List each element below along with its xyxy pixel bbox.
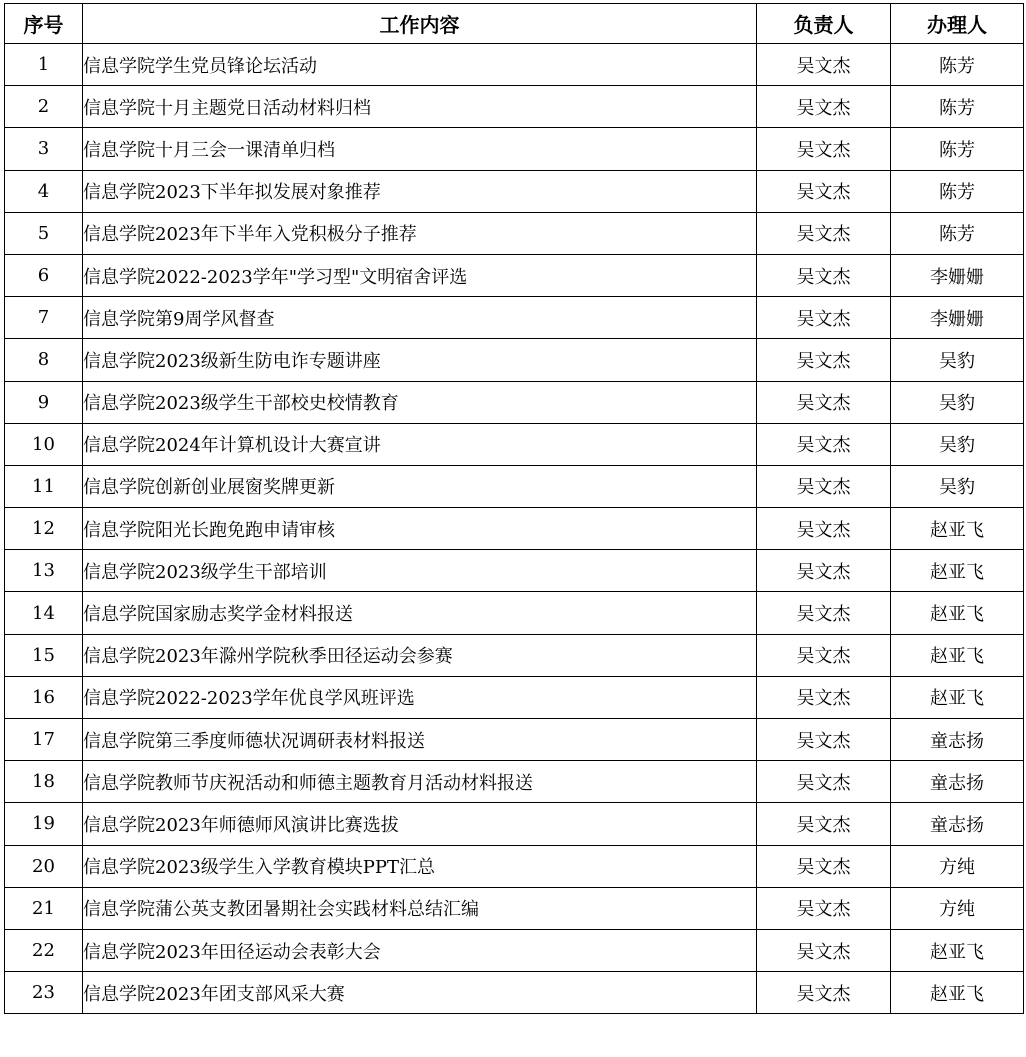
cell-content: 信息学院创新创业展窗奖牌更新	[83, 465, 757, 507]
cell-content: 信息学院学生党员锋论坛活动	[83, 44, 757, 86]
cell-content: 信息学院2023级学生入学教育模块PPT汇总	[83, 845, 757, 887]
cell-no: 6	[5, 254, 83, 296]
header-handler: 办理人	[891, 4, 1024, 44]
cell-content: 信息学院2023级新生防电诈专题讲座	[83, 339, 757, 381]
cell-owner: 吴文杰	[757, 592, 891, 634]
cell-no: 2	[5, 86, 83, 128]
table-body	[5, 44, 1024, 1014]
cell-content: 信息学院十月主题党日活动材料归档	[83, 86, 757, 128]
cell-no: 14	[5, 592, 83, 634]
cell-owner: 吴文杰	[757, 676, 891, 718]
cell-handler: 陈芳	[891, 212, 1024, 254]
cell-no: 4	[5, 170, 83, 212]
cell-content: 信息学院第三季度师德状况调研表材料报送	[83, 719, 757, 761]
table-row	[5, 887, 1024, 929]
cell-content: 信息学院2024年计算机设计大赛宣讲	[83, 423, 757, 465]
table-row	[5, 86, 1024, 128]
cell-handler: 吴豹	[891, 381, 1024, 423]
header-owner: 负责人	[757, 4, 891, 44]
table-row	[5, 339, 1024, 381]
cell-handler: 赵亚飞	[891, 972, 1024, 1014]
cell-owner: 吴文杰	[757, 170, 891, 212]
cell-content: 信息学院十月三会一课清单归档	[83, 128, 757, 170]
cell-content: 信息学院2023年田径运动会表彰大会	[83, 929, 757, 971]
cell-handler: 方纯	[891, 887, 1024, 929]
cell-no: 18	[5, 761, 83, 803]
header-no: 序号	[5, 4, 83, 44]
cell-handler: 赵亚飞	[891, 550, 1024, 592]
table-row	[5, 212, 1024, 254]
cell-no: 8	[5, 339, 83, 381]
cell-handler: 童志扬	[891, 719, 1024, 761]
cell-no: 11	[5, 465, 83, 507]
cell-owner: 吴文杰	[757, 761, 891, 803]
cell-owner: 吴文杰	[757, 254, 891, 296]
table-row	[5, 972, 1024, 1014]
cell-owner: 吴文杰	[757, 297, 891, 339]
cell-handler: 赵亚飞	[891, 676, 1024, 718]
table-row	[5, 297, 1024, 339]
cell-content: 信息学院2022-2023学年优良学风班评选	[83, 676, 757, 718]
table-row	[5, 170, 1024, 212]
cell-no: 19	[5, 803, 83, 845]
cell-owner: 吴文杰	[757, 508, 891, 550]
cell-no: 20	[5, 845, 83, 887]
cell-no: 13	[5, 550, 83, 592]
cell-no: 23	[5, 972, 83, 1014]
cell-content: 信息学院2023年滁州学院秋季田径运动会参赛	[83, 634, 757, 676]
cell-no: 15	[5, 634, 83, 676]
table-row	[5, 128, 1024, 170]
cell-content: 信息学院2023下半年拟发展对象推荐	[83, 170, 757, 212]
cell-owner: 吴文杰	[757, 423, 891, 465]
cell-content: 信息学院2022-2023学年"学习型"文明宿舍评选	[83, 254, 757, 296]
cell-content: 信息学院第9周学风督查	[83, 297, 757, 339]
cell-owner: 吴文杰	[757, 44, 891, 86]
table-row	[5, 592, 1024, 634]
cell-no: 21	[5, 887, 83, 929]
cell-handler: 李姗姗	[891, 297, 1024, 339]
table-row	[5, 803, 1024, 845]
cell-owner: 吴文杰	[757, 212, 891, 254]
table-row	[5, 44, 1024, 86]
cell-no: 16	[5, 676, 83, 718]
table-row	[5, 761, 1024, 803]
header-content: 工作内容	[83, 4, 757, 44]
cell-content: 信息学院阳光长跑免跑申请审核	[83, 508, 757, 550]
cell-handler: 李姗姗	[891, 254, 1024, 296]
cell-owner: 吴文杰	[757, 128, 891, 170]
cell-owner: 吴文杰	[757, 845, 891, 887]
work-task-table	[4, 3, 1024, 1014]
cell-handler: 吴豹	[891, 465, 1024, 507]
cell-handler: 赵亚飞	[891, 929, 1024, 971]
cell-no: 22	[5, 929, 83, 971]
table-header-row	[5, 4, 1024, 44]
cell-content: 信息学院教师节庆祝活动和师德主题教育月活动材料报送	[83, 761, 757, 803]
cell-handler: 方纯	[891, 845, 1024, 887]
cell-content: 信息学院2023年下半年入党积极分子推荐	[83, 212, 757, 254]
cell-handler: 陈芳	[891, 128, 1024, 170]
cell-no: 7	[5, 297, 83, 339]
cell-content: 信息学院国家励志奖学金材料报送	[83, 592, 757, 634]
cell-handler: 陈芳	[891, 86, 1024, 128]
table-row	[5, 929, 1024, 971]
cell-no: 9	[5, 381, 83, 423]
cell-owner: 吴文杰	[757, 86, 891, 128]
cell-owner: 吴文杰	[757, 803, 891, 845]
cell-handler: 赵亚飞	[891, 592, 1024, 634]
table-row	[5, 550, 1024, 592]
cell-content: 信息学院2023年师德师风演讲比赛选拔	[83, 803, 757, 845]
cell-no: 12	[5, 508, 83, 550]
table-row	[5, 634, 1024, 676]
cell-content: 信息学院蒲公英支教团暑期社会实践材料总结汇编	[83, 887, 757, 929]
table-row	[5, 719, 1024, 761]
cell-content: 信息学院2023年团支部风采大赛	[83, 972, 757, 1014]
cell-handler: 赵亚飞	[891, 508, 1024, 550]
table-row	[5, 423, 1024, 465]
cell-owner: 吴文杰	[757, 465, 891, 507]
table-row	[5, 676, 1024, 718]
table-row	[5, 381, 1024, 423]
cell-owner: 吴文杰	[757, 339, 891, 381]
cell-owner: 吴文杰	[757, 929, 891, 971]
cell-owner: 吴文杰	[757, 887, 891, 929]
cell-handler: 陈芳	[891, 44, 1024, 86]
cell-handler: 赵亚飞	[891, 634, 1024, 676]
cell-owner: 吴文杰	[757, 972, 891, 1014]
table-row	[5, 845, 1024, 887]
cell-handler: 童志扬	[891, 803, 1024, 845]
cell-no: 17	[5, 719, 83, 761]
cell-no: 10	[5, 423, 83, 465]
cell-handler: 陈芳	[891, 170, 1024, 212]
cell-no: 1	[5, 44, 83, 86]
cell-owner: 吴文杰	[757, 381, 891, 423]
cell-owner: 吴文杰	[757, 634, 891, 676]
table-row	[5, 254, 1024, 296]
cell-no: 5	[5, 212, 83, 254]
cell-owner: 吴文杰	[757, 550, 891, 592]
cell-handler: 吴豹	[891, 339, 1024, 381]
cell-no: 3	[5, 128, 83, 170]
cell-content: 信息学院2023级学生干部校史校情教育	[83, 381, 757, 423]
table-row	[5, 465, 1024, 507]
cell-content: 信息学院2023级学生干部培训	[83, 550, 757, 592]
cell-handler: 吴豹	[891, 423, 1024, 465]
cell-owner: 吴文杰	[757, 719, 891, 761]
table-row	[5, 508, 1024, 550]
cell-handler: 童志扬	[891, 761, 1024, 803]
